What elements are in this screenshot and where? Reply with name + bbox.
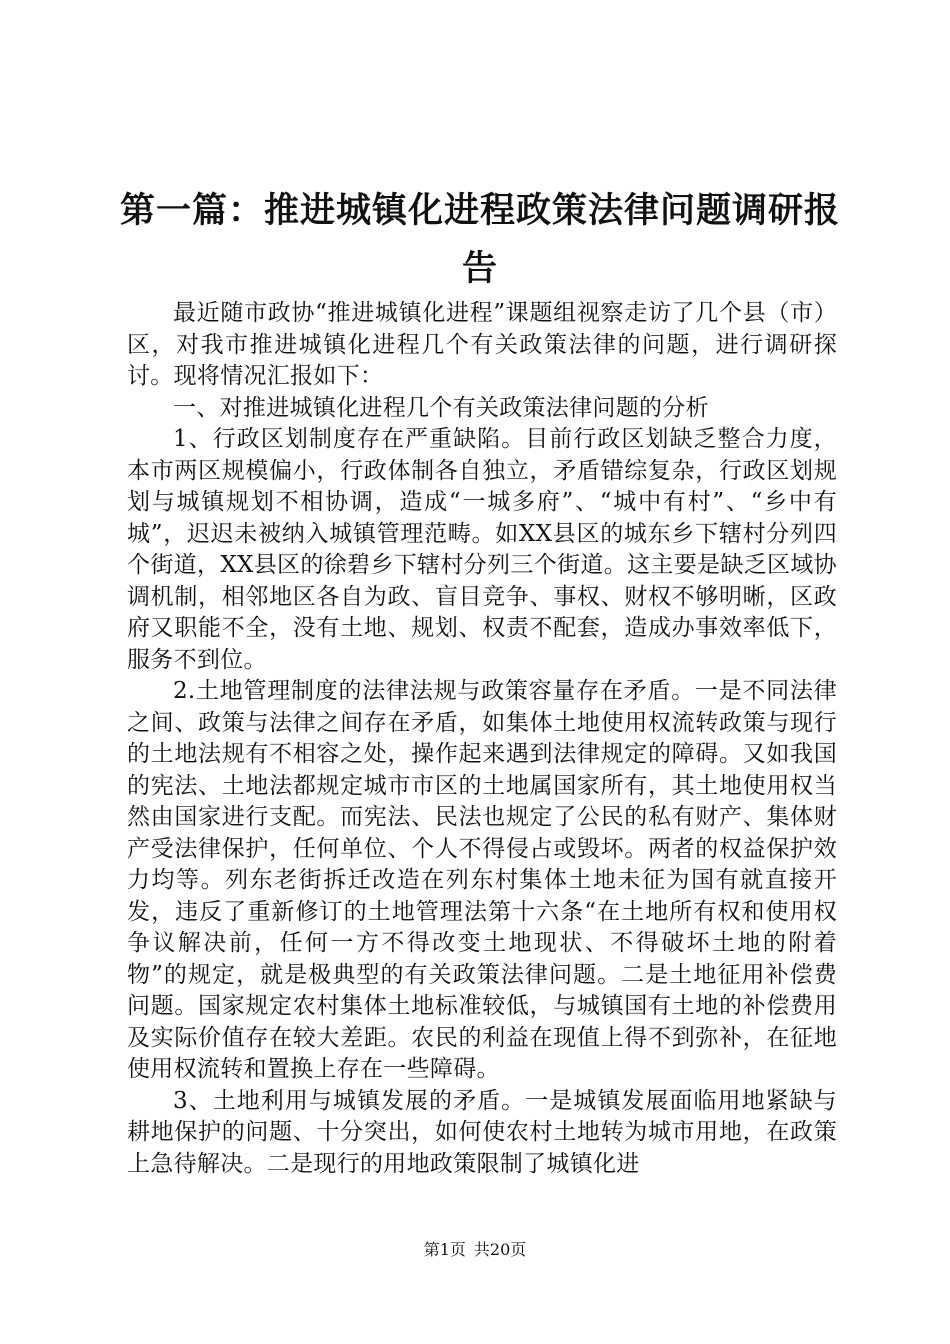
document-title-line-2: 告 <box>461 249 498 289</box>
paragraph-item-1: 1、行政区划制度存在严重缺陷。目前行政区划缺乏整合力度，本市两区规模偏小，行政体制各自独立，矛盾错综复杂，行政区划规划与城镇规划不相协调，造成“一城多府”、“城中有村”、“乡中有城”，迟迟未被纳入城镇管理范畴。如XX县区的城东乡下辖村分列四个街道，XX县区的徐碧乡下辖村分列三个街道。这主要是缺乏区域协调机制，相邻地区各自为政、盲目竞争、事权、财权不够明晰，区政府又职能不全，没有土地、规划、权责不配套，造成办事效率低下，服务不到位。 <box>127 426 837 673</box>
paragraph-item-2: 2.土地管理制度的法律法规与政策容量存在矛盾。一是不同法律之间、政策与法律之间存在矛盾，如集体土地使用权流转政策与现行的土地法规有不相容之处，操作起来遇到法律规定的障碍。又如我国的宪法、土地法都规定城市市区的土地属国家所有，其土地使用权当然由国家进行支配。而宪法、民法也规定了公民的私有财产、集体财产受法律保护，任何单位、个人不得侵占或毁坏。两者的权益保护效力均等。列东老街拆迁改造在列东村集体土地未征为国有就直接开发，违反了重新修订的土地管理法第十六条“在土地所有权和使用权争议解决前，任何一方不得改变土地现状、不得破坏土地的附着物”的规定，就是极典型的有关政策法律问题。二是土地征用补偿费问题。国家规定农村集体土地标准较低，与城镇国有土地的补偿费用及实际价值存在较大差距。农民的利益在现值上得不到弥补，在征地使用权流转和置换上存在一些障碍。 <box>127 678 837 1082</box>
page-number: 第1页 <box>423 1240 466 1259</box>
page-total: 共20页 <box>473 1240 527 1259</box>
document-body <box>127 298 837 1180</box>
document-title-line-1: 第一篇：推进城镇化进程政策法律问题调研报 <box>120 191 841 231</box>
paragraph-section-heading: 一、对推进城镇化进程几个有关政策法律问题的分析 <box>173 394 709 421</box>
paragraph-intro: 最近随市政协“推进城镇化进程”课题组视察走访了几个县（市）区，对我市推进城镇化进程几个有关政策法律的问题，进行调研探讨。现将情况汇报如下： <box>127 300 837 389</box>
page-footer <box>0 1240 950 1260</box>
paragraph-item-3: 3、土地利用与城镇发展的矛盾。一是城镇发展面临用地紧缺与耕地保护的问题、十分突出，如何使农村土地转为城市用地，在政策上急待解决。二是现行的用地政策限制了城镇化进 <box>127 1087 837 1177</box>
